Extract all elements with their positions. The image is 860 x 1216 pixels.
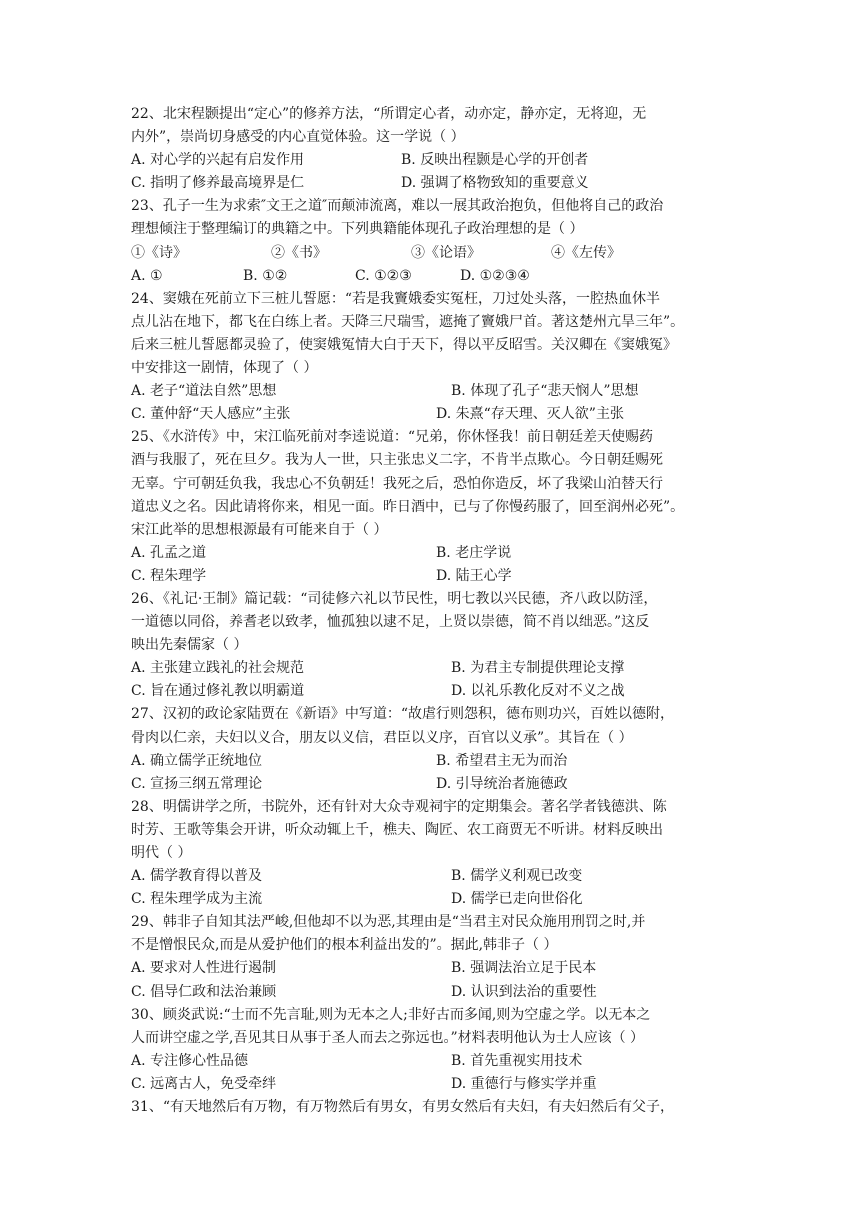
items-row bbox=[131, 242, 731, 265]
question-31 bbox=[131, 1096, 731, 1119]
option-a: A. 儒学教育得以普及 bbox=[131, 868, 263, 885]
option-d: D. 以礼乐教化反对不义之战 bbox=[451, 683, 625, 700]
options-row bbox=[131, 773, 731, 796]
options-row bbox=[131, 265, 731, 288]
option-a: A. 孔孟之道 bbox=[131, 544, 207, 561]
question-24 bbox=[131, 288, 731, 427]
question-stem-line: 酒与我服了，死在旦夕。我为人一世，只主张忠义二字，不肯半点欺心。今日朝廷赐死 bbox=[131, 452, 663, 469]
item-3: ③《论语》 bbox=[411, 244, 481, 261]
question-stem-line: 一道德以同俗，养耆老以致孝，恤孤独以逮不足，上贤以崇德，简不肖以绌恶。”这反 bbox=[131, 614, 650, 631]
question-stem-line: 22、北宋程颢提出“定心”的修养方法，“所谓定心者，动亦定，静亦定，无将迎，无 bbox=[131, 106, 647, 122]
options-row bbox=[131, 565, 731, 588]
question-22 bbox=[131, 103, 731, 195]
option-d: D. 认识到法治的重要性 bbox=[451, 983, 597, 1000]
question-stem-line: 29、韩非子自知其法严峻,但他却不以为恶,其理由是“当君主对民众施用刑罚之时,并 bbox=[131, 914, 646, 931]
option-d: D. ①②③④ bbox=[460, 267, 530, 284]
item-4: ④《左传》 bbox=[551, 244, 621, 261]
option-c: C. 指明了修养最高境界是仁 bbox=[131, 175, 305, 192]
options-row bbox=[131, 1073, 731, 1096]
option-b: B. 反映出程颢是心学的开创者 bbox=[401, 152, 589, 169]
option-c: C. 程朱理学成为主流 bbox=[131, 891, 263, 908]
question-stem-line: 中安排这一剧情，体现了（ ） bbox=[131, 360, 318, 377]
question-list bbox=[131, 103, 731, 1119]
options-row bbox=[131, 172, 731, 195]
option-b: B. 体现了孔子“悲天悯人”思想 bbox=[451, 383, 639, 400]
option-b: B. 首先重视实用技术 bbox=[451, 1052, 583, 1069]
question-stem-line: 后来三桩儿誓愿都灵验了，使窦娥冤情大白于天下，得以平反昭雪。关汉卿在《窦娥冤》 bbox=[131, 336, 677, 353]
option-c: C. 远离古人，免受牵绊 bbox=[131, 1075, 277, 1092]
question-stem-line: 无辜。宁可朝廷负我，我忠心不负朝廷！我死之后，恐怕你造反，坏了我梁山泊替天行 bbox=[131, 475, 663, 492]
options-row bbox=[131, 750, 731, 773]
question-stem-line: 人而讲空虚之学,吾见其日从事于圣人而去之弥远也。”材料表明他认为士人应该（ ） bbox=[131, 1029, 645, 1046]
option-a: A. 专注修心性品德 bbox=[131, 1052, 249, 1069]
question-stem-line: 道忠义之名。因此请将你来，相见一面。昨日酒中，已与了你慢药服了，回至润州必死”。 bbox=[131, 498, 685, 515]
option-a: A. 主张建立践礼的社会规范 bbox=[131, 660, 305, 677]
option-b: B. ①② bbox=[243, 267, 288, 284]
question-stem-line: 骨肉以仁亲，夫妇以义合，朋友以义信，君臣以义序，百官以义承”。其旨在（ ） bbox=[131, 729, 633, 746]
question-stem-line: 时芳、王歌等集会开讲，听众动辄上千，樵夫、陶匠、农工商贾无不听讲。材料反映出 bbox=[131, 821, 663, 838]
question-stem-line: 不是憎恨民众,而是从爱护他们的根本利益出发的”。据此,韩非子（ ） bbox=[131, 937, 558, 954]
options-row bbox=[131, 403, 731, 426]
options-row bbox=[131, 542, 731, 565]
question-29 bbox=[131, 911, 731, 1003]
question-stem-line: 点儿沾在地下，都飞在白练上者。天降三尺瑞雪，遮掩了竇娥尸首。著这楚州亢旱三年”。 bbox=[131, 313, 685, 330]
options-row bbox=[131, 657, 731, 680]
question-23 bbox=[131, 195, 731, 287]
option-b: B. 希望君主无为而治 bbox=[436, 752, 568, 769]
question-stem-line: 理想倾注于整理编订的典籍之中。下列典籍能体现孔子政治理想的是（ ） bbox=[131, 221, 584, 238]
question-27 bbox=[131, 703, 731, 795]
options-row bbox=[131, 957, 731, 980]
options-row bbox=[131, 888, 731, 911]
question-stem-line: 27、汉初的政论家陆贾在《新语》中写道：“故虐行则怨积，德布则功兴，百姓以德附， bbox=[131, 706, 674, 723]
question-stem-line: 映出先秦儒家（ ） bbox=[131, 637, 248, 654]
option-b: B. 强调法治立足于民本 bbox=[451, 960, 597, 977]
question-stem-line: 31、“有天地然后有万物，有万物然后有男女，有男女然后有夫妇，有夫妇然后有父子， bbox=[131, 1099, 674, 1116]
option-d: D. 引导统治者施德政 bbox=[436, 775, 568, 792]
option-a: A. 要求对人性进行遏制 bbox=[131, 960, 277, 977]
question-30 bbox=[131, 1004, 731, 1096]
option-b: B. 老庄学说 bbox=[436, 544, 512, 561]
options-row bbox=[131, 149, 731, 172]
option-a: A. 老子“道法自然”思想 bbox=[131, 383, 277, 400]
options-row bbox=[131, 380, 731, 403]
option-b: B. 为君主专制提供理论支撑 bbox=[451, 660, 625, 677]
option-a: A. 确立儒学正统地位 bbox=[131, 752, 263, 769]
option-d: D. 儒学已走向世俗化 bbox=[451, 891, 583, 908]
option-d: D. 朱熹“存天理、灭人欲”主张 bbox=[436, 406, 624, 423]
option-a: A. 对心学的兴起有启发作用 bbox=[131, 152, 305, 169]
option-c: C. ①②③ bbox=[355, 267, 412, 284]
option-a: A. ① bbox=[131, 267, 163, 284]
question-stem-line: 30、顾炎武说:“士而不先言耻,则为无本之人;非好古而多闻,则为空虚之学。以无本之 bbox=[131, 1006, 651, 1023]
option-d: D. 重德行与修实学并重 bbox=[451, 1075, 597, 1092]
question-stem-line: 26、《礼记·王制》篇记载：“司徒修六礼以节民性，明七教以兴民德，齐八政以防淫， bbox=[131, 590, 658, 607]
option-b: B. 儒学义利观已改变 bbox=[451, 868, 583, 885]
options-row bbox=[131, 680, 731, 703]
item-1: ①《诗》 bbox=[131, 244, 187, 261]
options-row bbox=[131, 981, 731, 1004]
question-stem-line: 明代（ ） bbox=[131, 845, 192, 861]
question-26 bbox=[131, 588, 731, 703]
question-25 bbox=[131, 426, 731, 588]
option-c: C. 宣扬三纲五常理论 bbox=[131, 775, 263, 792]
options-row bbox=[131, 865, 731, 888]
question-stem-line: 25、《水浒传》中，宋江临死前对李逵说道：“兄弟，你休怪我！前日朝廷差天使赐药 bbox=[131, 429, 653, 446]
item-2: ②《书》 bbox=[271, 244, 327, 261]
question-stem-line: 内外”，崇尚切身感受的内心直觉体验。这一学说（ ） bbox=[131, 129, 465, 146]
option-d: D. 陆王心学 bbox=[436, 567, 512, 584]
question-stem-line: 宋江此举的思想根源最有可能来自于（ ） bbox=[131, 521, 388, 538]
question-stem-line: 28、明儒讲学之所，书院外，还有针对大众寺观祠宇的定期集会。著名学者钱德洪、陈 bbox=[131, 798, 667, 815]
question-stem-line: 24、窦娥在死前立下三桩儿誓愿：“若是我竇娥委实冤枉，刀过处头落，一腔热血休半 bbox=[131, 290, 660, 307]
option-d: D. 强调了格物致知的重要意义 bbox=[401, 175, 589, 192]
options-row bbox=[131, 1050, 731, 1073]
question-28 bbox=[131, 796, 731, 911]
option-c: C. 倡导仁政和法治兼顾 bbox=[131, 983, 277, 1000]
question-stem-line: 23、孔子一生为求索″文王之道″而颠沛流离，难以一展其政治抱负，但他将自己的政治 bbox=[131, 198, 664, 215]
option-c: C. 旨在通过修礼教以明霸道 bbox=[131, 683, 305, 700]
option-c: C. 董仲舒“天人感应”主张 bbox=[131, 406, 291, 423]
option-c: C. 程朱理学 bbox=[131, 567, 207, 584]
